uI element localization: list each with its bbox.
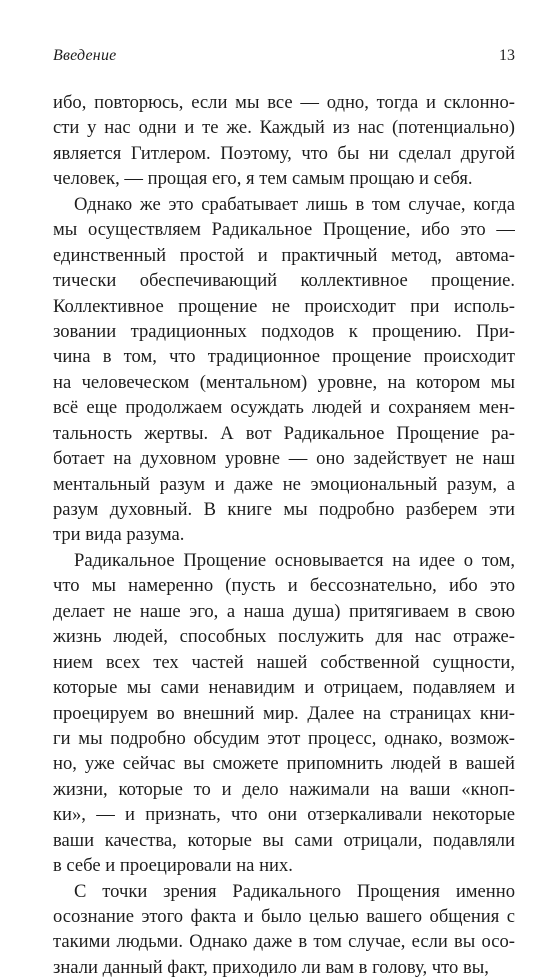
text-line: но, уже сейчас вы сможете припомнить людей в вашей: [53, 753, 515, 775]
text-line: ментальный разум и даже не эмоциональный разум, а: [53, 473, 515, 495]
text-line: ки», — и признать, что они отзеркаливали некоторые: [53, 804, 515, 826]
text-line: нием всех тех частей нашей собственной сущности,: [53, 651, 515, 673]
text-line: жизни, которые то и дело нажимали на ваши «кноп-: [53, 778, 515, 800]
text-line: Радикальное Прощение основывается на идее о том,: [74, 549, 515, 571]
text-line: ваши качества, которые вы сами отрицали, подавляли: [53, 829, 515, 851]
text-line: что мы намеренно (пусть и бессознательно, ибо это: [53, 575, 515, 597]
text-line: жизнь людей, способных послужить для нас отраже-: [53, 626, 515, 648]
body-text: [53, 90, 515, 980]
text-line: чина в том, что традиционное прощение происходит: [53, 346, 515, 368]
running-head: [53, 44, 515, 68]
text-line: зовании традиционных подходов к прощению. При-: [53, 320, 515, 342]
text-line: единственный простой и практичный метод, автома-: [53, 244, 515, 266]
text-line: три вида разума.: [53, 524, 185, 546]
text-line: на человеческом (ментальном) уровне, на котором мы: [53, 371, 515, 393]
text-line: сти у нас одни и те же. Каждый из нас (потенциально): [53, 117, 515, 139]
paragraph: [53, 192, 515, 548]
text-line: является Гитлером. Поэтому, что бы ни сделал другой: [53, 142, 515, 164]
text-line: ибо, повторюсь, если мы все — одно, тогда и склонно-: [53, 92, 515, 113]
text-line: проецируем во внешний мир. Далее на страницах кни-: [53, 702, 515, 724]
page-number: 13: [499, 47, 515, 64]
text-line: осознание этого факта и было целью вашего общения с: [53, 906, 515, 927]
text-line: знали данный факт, приходило ли вам в голову, что вы,: [53, 956, 489, 978]
text-line: С точки зрения Радикального Прощения именно: [74, 880, 515, 902]
text-line: в себе и проецировали на них.: [53, 855, 293, 877]
text-line: тически обеспечивающий коллективное прощение.: [53, 270, 515, 292]
section-title: Введение: [53, 47, 117, 64]
text-line: тальность жертвы. А вот Радикальное Прощение ра-: [53, 422, 515, 444]
text-line: разум духовный. В книге мы подробно разберем эти: [53, 499, 515, 520]
text-line: всё еще продолжаем осуждать людей и сохраняем мен-: [53, 397, 515, 419]
text-line: Коллективное прощение не происходит при исполь-: [53, 295, 515, 317]
text-line: ботает на духовном уровне — оно задействует не наш: [53, 448, 515, 470]
paragraph: [53, 548, 515, 879]
paragraph: [53, 90, 515, 192]
text-line: мы осуществляем Радикальное Прощение, ибо это —: [53, 219, 515, 241]
paragraph: [53, 879, 515, 980]
text-line: Однако же это срабатывает лишь в том случае, когда: [74, 193, 515, 215]
text-line: такими людьми. Однако даже в том случае, если вы осо-: [53, 931, 515, 953]
text-line: делает не наше эго, а наша душа) притягиваем в свою: [53, 600, 515, 622]
text-line: ги мы подробно обсудим этот процесс, однако, возмож-: [53, 727, 515, 749]
text-line: которые мы сами ненавидим и отрицаем, подавляем и: [53, 677, 515, 699]
text-line: человек, — прощая его, я тем самым прощаю и себя.: [53, 168, 473, 190]
